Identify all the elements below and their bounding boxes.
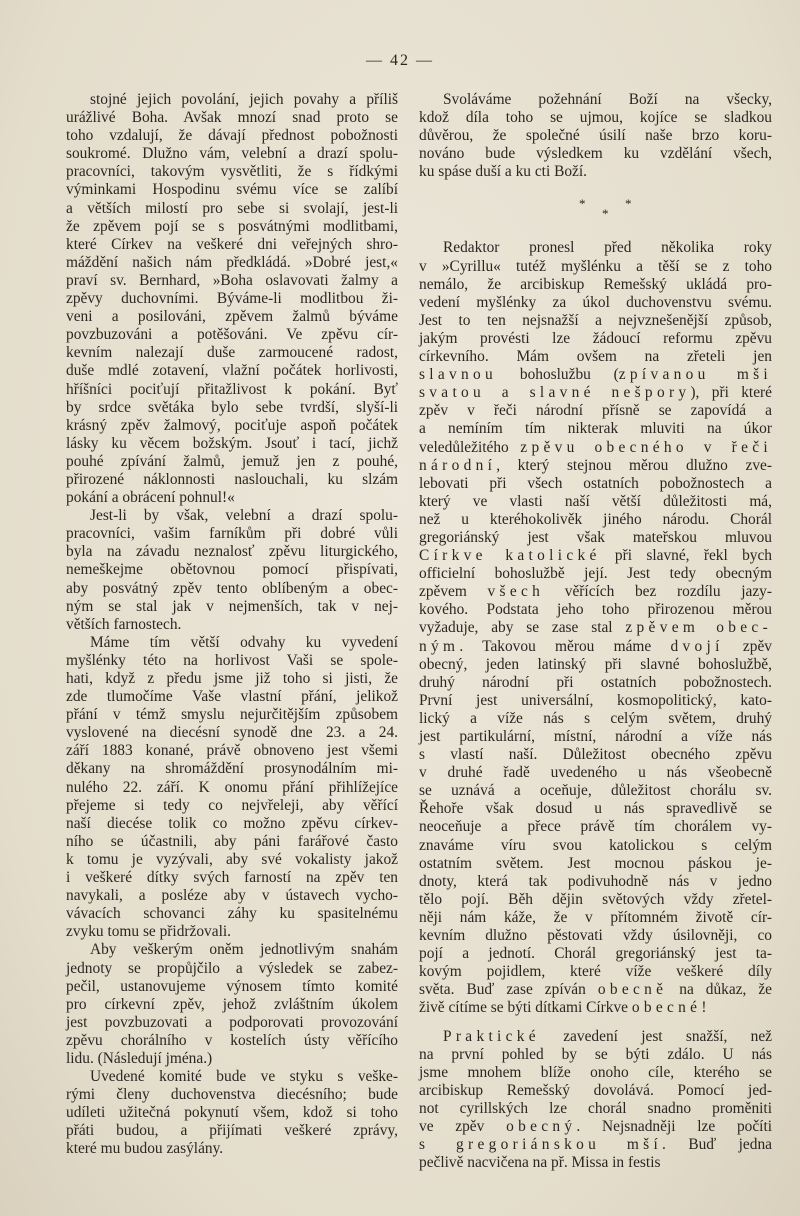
text-segment: ), při které xyxy=(690,384,772,402)
text-line xyxy=(419,457,772,475)
text-line: přejeme si tedy co nejvřeleji, aby věřící xyxy=(66,796,398,814)
text-segment: zavedení jest snažší, než xyxy=(539,1027,772,1045)
paragraph xyxy=(66,91,398,507)
text-line: a nemíním tím nikterak mluviti na úkor xyxy=(419,420,772,438)
text-line: jednoty se propůjčilo a výsledek se zabez- xyxy=(66,959,398,977)
text-line: přáti budou, a přijímati veškeré zprávy, xyxy=(66,1122,398,1140)
emphasized-spaced-text: obecný xyxy=(506,1117,577,1135)
text-line: kovým pojidlem, které víže veškeré díly xyxy=(419,963,772,981)
text-line: praví sv. Bernhard, »Boha oslavovati žalmy a xyxy=(66,271,398,289)
text-line: pokání a obrácení pohnul!« xyxy=(66,489,235,507)
text-line: jest povzbuzovati a podporovati provozování xyxy=(66,1013,398,1031)
text-line: přání v témž smyslu nejurčitějším způsobem xyxy=(66,706,398,724)
text-line: naší diecése tolik co možno zpěvu církev- xyxy=(66,814,398,832)
text-line: udíleti užitečná pokynutí všem, kdož si toho xyxy=(66,1104,398,1122)
text-line xyxy=(419,1118,772,1136)
text-line: navykali, a posléze aby v ústavech vycho- xyxy=(66,887,398,905)
separator-star: * xyxy=(602,206,609,222)
text-segment: ve zpěv xyxy=(419,1117,507,1135)
text-line: Aby veškerým oněm jednotlivým snahám xyxy=(90,941,398,959)
text-line: ostatním světem. Jest mocnou páskou je- xyxy=(419,854,772,872)
text-line: pojí a jednotí. Chorál gregoriánský jest ta- xyxy=(419,945,772,963)
text-segment: na důkaz, že xyxy=(667,981,773,999)
separator-star: * xyxy=(625,196,632,212)
text-line: officielní bohoslužbě její. Jest tedy obecným xyxy=(419,565,772,583)
text-line xyxy=(419,1136,772,1154)
text-line: výminkami Hospodinu svému více se zalíbí xyxy=(66,181,398,199)
text-line: že zpěvem pojí se s posvátnými modlitbami, xyxy=(66,217,398,235)
text-segment: věřících bez rozdílu jazy- xyxy=(544,583,772,601)
text-line: arcibiskup Remešský dovolává. Pomocí jed- xyxy=(419,1081,772,1099)
text-line: přirozené náklonnosti naslouchali, ku slzám xyxy=(66,470,398,488)
emphasized-spaced-text: ným xyxy=(419,637,460,655)
text-line: které mu budou zasýlány. xyxy=(66,1140,224,1158)
text-segment: zpěv xyxy=(723,637,772,655)
text-line: dnoty, která tak podivuhodně nás v jedno xyxy=(419,872,772,890)
emphasized-spaced-text: obecné xyxy=(631,999,702,1017)
text-line xyxy=(419,547,772,565)
emphasized-spaced-text: s gregoriánskou mší xyxy=(419,1136,663,1154)
text-line: který ve vlasti naší větší důležitosti má, xyxy=(419,492,772,510)
text-line: krásný zpěv žalmový, pociťuje aspoň počátek xyxy=(66,416,398,434)
page-number: — 42 — xyxy=(366,52,434,69)
text-line xyxy=(419,619,772,637)
text-line: by srdce světáka bylo sebe tvrdší, slyší-li xyxy=(66,398,398,416)
text-line: na první pohled by se býti zdálo. U nás xyxy=(419,1045,772,1063)
text-line: děkany na shromáždění prosynodálním mi- xyxy=(66,760,398,778)
text-line: soukromé. Dlužno vám, velební a drazí spolu- xyxy=(66,145,398,163)
paragraph xyxy=(419,1028,772,1173)
text-line: toho vzdalují, že dávají přednost pobožnosti xyxy=(66,127,398,145)
text-line: i veškeré dítky svých farností na zpěv ten xyxy=(66,869,398,887)
text-line: pečil, ustanovujeme výnosem tímto komité xyxy=(66,977,398,995)
paragraph xyxy=(66,507,398,634)
text-line: pracovníci, vašim farníkům při dobré vůli xyxy=(66,525,398,543)
text-line: zpěvy duchovními. Býváme-li modlitbou ži- xyxy=(66,290,398,308)
right-column-top xyxy=(419,91,772,181)
text-line: not cyrillských lze chorál snadno proměniti xyxy=(419,1099,772,1117)
paragraph xyxy=(66,1068,398,1158)
text-line: pracovníci, takovým vysvětliti, že s řídkými xyxy=(66,163,398,181)
text-segment: zpěvem xyxy=(419,583,488,601)
text-line: myšlénky této na horlivost Vaši se spole- xyxy=(66,651,398,669)
text-line: aby posvátný zpěv tento oblíbeným a obec- xyxy=(66,579,398,597)
emphasized-spaced-text: dvojí xyxy=(670,637,724,655)
text-line: máždění našich nám předkládá. »Dobré jest,« xyxy=(66,253,398,271)
paragraph xyxy=(419,239,772,1017)
text-line xyxy=(419,1028,772,1046)
text-line: znaváme víru svou katolickou s celým xyxy=(419,836,772,854)
text-line: zpěv v řeči národní přísně se zapovídá a xyxy=(419,402,772,420)
paragraph xyxy=(66,941,398,1068)
text-line: veni a posilováni, zpěvem žalmů býváme xyxy=(66,308,398,326)
text-line: Jest-li by však, velební a drazí spolu- xyxy=(90,507,398,525)
text-line: pečlivě nacvičena na př. Missa in festis xyxy=(419,1154,661,1172)
text-line: urážlivé Boha. Avšak mnozí snad proto se xyxy=(66,109,398,127)
paragraph xyxy=(66,634,398,942)
text-line: Jest to ten nejsnažší a nejvznešenější způsob, xyxy=(419,311,772,329)
text-segment: . Nejsnadněji lze počíti xyxy=(576,1117,772,1135)
text-line: kevním nalezají duše zarmoucené radost, xyxy=(66,344,398,362)
text-line: hati, když z předu jsme již toho si jisti, že xyxy=(66,670,398,687)
text-line: kdož díla toho se ujmou, kojíce se sladkou xyxy=(419,109,772,127)
section-separator xyxy=(419,181,772,239)
right-column xyxy=(419,91,772,1172)
text-line: něji nám káže, že v přítomném životě cír- xyxy=(419,908,772,926)
text-line: nováno bude výsledkem ku vzdělání všech, xyxy=(419,145,772,163)
text-line: duše mdlé zotavení, vlažní počátek horlivosti, xyxy=(66,362,398,380)
text-line xyxy=(419,583,772,601)
emphasized-spaced-text: Církve katolické xyxy=(419,547,601,565)
paragraph-gap xyxy=(419,1018,772,1028)
text-line: První jest universální, kosmopolitický, kato- xyxy=(419,691,772,709)
text-line: než u kteréhokolivěk jiného národu. Chorál xyxy=(419,510,772,528)
text-line: kevním dlužno pěstovati vždy úsilovněji, co xyxy=(419,927,772,945)
text-line: pouhé zpívání žalmů, jemuž jen z pouhé, xyxy=(66,452,398,470)
text-segment: vyžaduje, aby se zase stal xyxy=(419,619,626,637)
text-line: Máme tím větší odvahy ku vyvedení xyxy=(90,633,398,651)
text-line: vedení myšlénky za úkol duchovenstvu svému. xyxy=(419,293,772,311)
text-segment: ! xyxy=(701,999,707,1017)
text-line xyxy=(419,366,772,384)
text-line: ným se stal jak v nejmenších, tak v nej- xyxy=(66,597,398,615)
text-line: ního se účastnili, aby páni farářové často xyxy=(66,832,398,850)
text-segment: živě cítíme se býti dítkami Církve xyxy=(419,999,632,1017)
text-line: jsme mnohem blíže onoho cíle, kterého se xyxy=(419,1063,772,1081)
text-line: zde tlumočíme Vaše vlastní přání, jelikož xyxy=(66,688,398,706)
text-line: v »Cyrillu« tutéž myšlénku a těší se z toho xyxy=(419,257,772,275)
text-line: kového. Podstata jeho toho přirozenou měrou xyxy=(419,601,772,619)
text-line: byla na závadu neznalosť zpěvu liturgického, xyxy=(66,543,398,561)
text-line: vyslovené na diecésní synodě dne 23. a 24. xyxy=(66,724,398,742)
text-line: lidu. (Následují jména.) xyxy=(66,1049,213,1067)
text-line xyxy=(419,981,772,999)
emphasized-spaced-text: svatou a slavné nešpory xyxy=(419,384,691,402)
emphasized-spaced-text: zpěvem obec- xyxy=(625,619,773,637)
text-line: které Církev na veškeré dni veřejných shro- xyxy=(66,235,398,253)
text-line: září 1883 konané, právě obnoveno jest všemi xyxy=(66,742,398,760)
text-segment: . Buď jedna xyxy=(662,1136,772,1154)
text-segment: , který stejnou měrou dlužno zve- xyxy=(496,456,772,474)
text-line: se uznává a oceňuje, důležitost chorálu sv. xyxy=(419,782,772,800)
emphasized-spaced-text: Praktické xyxy=(443,1027,540,1045)
left-column xyxy=(66,91,398,1159)
emphasized-spaced-text: zpívanou mši xyxy=(618,366,772,384)
text-line: lásky ku věcem božským. Jsouť i tací, jichž xyxy=(66,434,398,452)
text-line: pro církevní zpěv, jehož zvláštním úkolem xyxy=(66,995,398,1013)
paragraph xyxy=(419,91,772,181)
text-line: jest partikulární, místní, národní a víže nás xyxy=(419,728,772,745)
separator-star: * xyxy=(579,196,586,212)
text-line: církevního. Mám ovšem na zřeteli jen xyxy=(419,348,772,366)
text-line: v druhé řadě uvedeného u nás všeobecně xyxy=(419,764,772,782)
text-line xyxy=(419,384,772,402)
text-line: Uvedené komité bude ve styku s veške- xyxy=(90,1068,398,1086)
text-line: zpěvu chorálního v kostelích ústy věřícího xyxy=(66,1031,398,1049)
text-line: Svoláváme požehnání Boží na všecky, xyxy=(443,91,772,108)
text-line: rými členy duchovenstva diecésního; bude xyxy=(66,1086,398,1104)
text-line: a větších milostí pro sebe si svolají, jest-li xyxy=(66,199,398,217)
text-segment: při slavné, řekl bych xyxy=(600,547,772,565)
text-line: důvěrou, že společné úsilí naše brzo koru- xyxy=(419,127,772,145)
emphasized-spaced-text: všech xyxy=(487,583,545,601)
text-segment: . Takovou měrou máme xyxy=(459,637,671,655)
text-segment: bohoslužbu ( xyxy=(497,366,619,384)
text-line xyxy=(419,439,772,457)
text-line: k tomu je vyzývali, aby své vokalisty jakož xyxy=(66,850,398,868)
text-line: tělo pojí. Běh dějin světových vždy zřetel- xyxy=(419,890,772,908)
text-line: ku spáse duší a ku cti Boží. xyxy=(419,163,587,181)
emphasized-spaced-text: slavnou xyxy=(419,366,498,384)
text-line: gregoriánský jest však mateřskou mluvou xyxy=(419,528,772,546)
emphasized-spaced-text: obecně xyxy=(597,981,668,999)
text-line: Řehoře však dosud u nás spravedlivě se xyxy=(419,800,772,818)
text-line: s vlastí naší. Důležitost obecného zpěvu xyxy=(419,746,772,764)
text-line: druhý národní při ostatních pobožnostech. xyxy=(419,673,772,691)
text-line: neoceňuje a přece právě tím chorálem vy- xyxy=(419,818,772,836)
right-column-bottom xyxy=(419,239,772,1172)
text-segment: veledůležitého xyxy=(419,438,521,456)
text-line: hříšníci pociťují přitažlivost k pokání. Byť xyxy=(66,380,398,398)
text-line: obecný, jeden latinský při slavné bohoslužbě, xyxy=(419,655,772,673)
text-line xyxy=(419,999,772,1017)
text-line: nulého 22. září. K onomu přání přihlížejíce xyxy=(66,778,398,796)
text-line: nemeškejme obětovnou pomocí přispívati, xyxy=(66,561,398,579)
text-line: povzbuzováni a potěšováni. Ve zpěvu cír- xyxy=(66,326,398,344)
text-line: zvyku tomu se přidržovali. xyxy=(66,923,231,941)
text-line: lický a víže nás s celým světem, druhý xyxy=(419,709,772,727)
text-line: nemálo, že arcibiskup Remešský ukládá pro- xyxy=(419,275,772,293)
emphasized-spaced-text: národní xyxy=(419,456,497,474)
text-line: větších farnostech. xyxy=(66,615,182,633)
text-line: jakým provésti lze žádoucí reformu zpěvu xyxy=(419,329,772,347)
text-line: Redaktor pronesl před několika roky xyxy=(443,239,772,257)
text-line: lebovati při všech ostatních pobožnostech a xyxy=(419,474,772,492)
text-line xyxy=(419,638,772,656)
emphasized-spaced-text: zpěvu obecného v řeči xyxy=(520,438,772,456)
text-segment: světa. Buď zase zpíván xyxy=(419,981,598,999)
text-line: stojné jejich povolání, jejich povahy a příliš xyxy=(90,91,398,108)
text-line: vávacích schovanci záhy ku spasitelnému xyxy=(66,905,398,923)
